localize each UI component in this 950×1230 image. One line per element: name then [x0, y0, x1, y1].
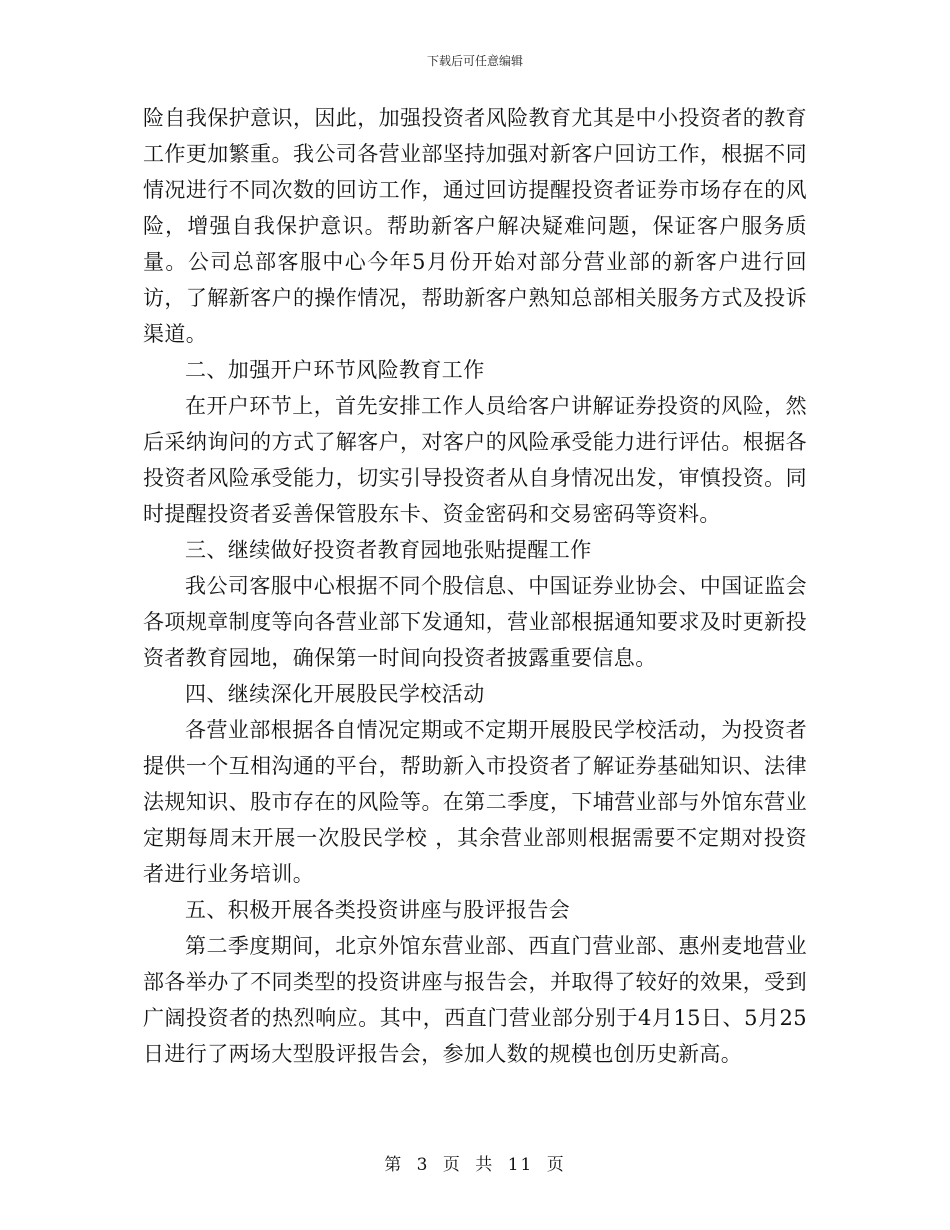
section-heading-3: 三、继续做好投资者教育园地张贴提醒工作	[185, 538, 592, 562]
paragraph-continued: 险自我保护意识，因此，加强投资者风险教育尤其是中小投资者的教育工作更加繁重。我公司各营业部坚持加强对新客户回访工作，根据不同情况进行不同次数的回访工作，通过回访提醒投资者证券市场存在的风险，增强自我保护意识。帮助新客户解决疑难问题，保证客户服务质量。公司总部客服中心今年5月份开始对部分营业部的新客户进行回访，了解新客户的操作情况，帮助新客户熟知总部相关服务方式及投诉渠道。	[143, 106, 807, 346]
section-heading-5: 五、积极开展各类投资讲座与股评报告会	[185, 898, 571, 922]
page-header: 下载后可任意编辑	[426, 54, 523, 68]
paragraph-account-opening: 在开户环节上，首先安排工作人员给客户讲解证券投资的风险，然后采纳询问的方式了解客户，对客户的风险承受能力进行评估。根据各投资者风险承受能力，切实引导投资者从自身情况出发，审慎投资。同时提醒投资者妥善保管股东卡、资金密码和交易密码等资料。	[143, 394, 807, 526]
section-heading-4: 四、继续深化开展股民学校活动	[185, 682, 485, 706]
section-heading-2: 二、加强开户环节风险教育工作	[185, 358, 485, 382]
page-number: 第 3 页 共 11 页	[384, 1155, 566, 1175]
paragraph-investor-school: 各营业部根据各自情况定期或不定期开展股民学校活动，为投资者提供一个互相沟通的平台，帮助新入市投资者了解证券基础知识、法律法规知识、股市存在的风险等。在第二季度，下埔营业部与外馆东营业定期每周末开展一次股民学校 ，其余营业部则根据需要不定期对投资者进行业务培训。	[143, 718, 807, 886]
document-body	[143, 100, 807, 1072]
paragraph-lectures: 第二季度期间，北京外馆东营业部、西直门营业部、惠州麦地营业部各举办了不同类型的投资讲座与报告会，并取得了较好的效果，受到广阔投资者的热烈响应。其中，西直门营业部分别于4月15日、5月25日进行了两场大型股评报告会，参加人数的规模也创历史新高。	[143, 934, 807, 1066]
paragraph-education-board: 我公司客服中心根据不同个股信息、中国证券业协会、中国证监会各项规章制度等向各营业部下发通知，营业部根据通知要求及时更新投资者教育园地，确保第一时间向投资者披露重要信息。	[143, 574, 807, 670]
